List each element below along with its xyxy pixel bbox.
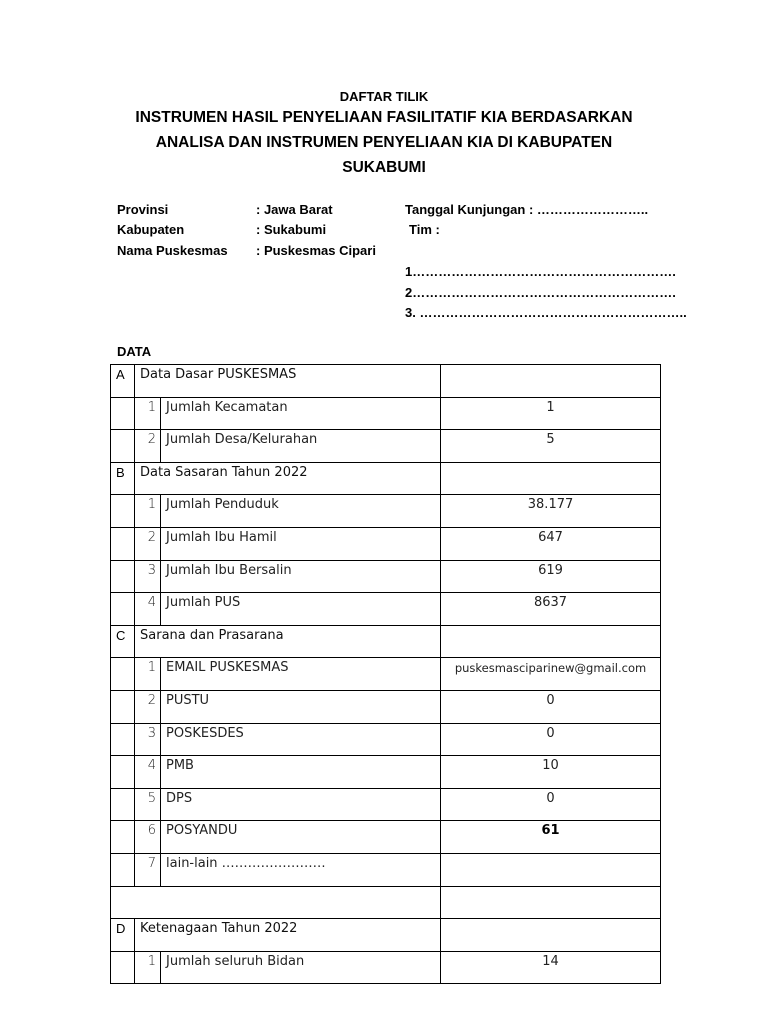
table-row xyxy=(111,821,661,854)
section-row-a xyxy=(111,365,661,398)
tim-label: Tim : xyxy=(409,222,440,237)
table-cell-empty xyxy=(111,723,135,756)
row-label: Jumlah Kecamatan xyxy=(161,397,441,430)
row-number: 2 xyxy=(135,527,161,560)
row-value: 0 xyxy=(441,788,661,821)
row-label: EMAIL PUSKESMAS xyxy=(161,658,441,691)
row-number: 4 xyxy=(135,593,161,626)
document-title-line-3: SUKABUMI xyxy=(342,159,426,176)
tim-line-2: 2……………………………………………………. xyxy=(405,285,676,300)
section-letter: B xyxy=(111,462,135,495)
row-value: 38.177 xyxy=(441,495,661,528)
row-label: Jumlah PUS xyxy=(161,593,441,626)
row-number: 3 xyxy=(135,560,161,593)
row-number: 2 xyxy=(135,690,161,723)
row-label: POSKESDES xyxy=(161,723,441,756)
table-cell-empty xyxy=(111,560,135,593)
table-cell-empty xyxy=(111,430,135,463)
table-cell-empty xyxy=(111,690,135,723)
table-row xyxy=(111,560,661,593)
table-cell-empty xyxy=(111,495,135,528)
section-row-c xyxy=(111,625,661,658)
row-label: PMB xyxy=(161,756,441,789)
table-row xyxy=(111,951,661,984)
email-value: puskesmasciparinew@gmail.com xyxy=(441,658,661,691)
row-value: 0 xyxy=(441,723,661,756)
table-row-blank xyxy=(111,886,661,919)
table-row xyxy=(111,593,661,626)
section-letter: C xyxy=(111,625,135,658)
row-number: 2 xyxy=(135,430,161,463)
row-label: Jumlah Ibu Bersalin xyxy=(161,560,441,593)
table-row xyxy=(111,658,661,691)
table-cell-empty xyxy=(111,593,135,626)
row-label: Jumlah Ibu Hamil xyxy=(161,527,441,560)
table-cell-value xyxy=(441,919,661,952)
row-number: 5 xyxy=(135,788,161,821)
table-cell-empty xyxy=(111,886,441,919)
puskesmas-value: : Puskesmas Cipari xyxy=(256,243,376,258)
row-value: 0 xyxy=(441,690,661,723)
row-label: PUSTU xyxy=(161,690,441,723)
table-cell-empty xyxy=(111,658,135,691)
row-value xyxy=(441,853,661,886)
table-cell-empty xyxy=(111,397,135,430)
document-title-line-2: ANALISA DAN INSTRUMEN PENYELIAAN KIA DI KABUPATEN xyxy=(155,134,613,151)
document-title-line-1: INSTRUMEN HASIL PENYELIAAN FASILITATIF KIA BERDASARKAN xyxy=(135,109,633,126)
table-row xyxy=(111,430,661,463)
row-label: DPS xyxy=(161,788,441,821)
kabupaten-value: : Sukabumi xyxy=(256,222,327,237)
data-heading: DATA xyxy=(117,344,152,359)
row-value: 647 xyxy=(441,527,661,560)
table-row xyxy=(111,853,661,886)
row-label: Jumlah Penduduk xyxy=(161,495,441,528)
table-row xyxy=(111,788,661,821)
form-pretitle: DAFTAR TILIK xyxy=(339,89,429,104)
section-row-b xyxy=(111,462,661,495)
section-title: Data Dasar PUSKESMAS xyxy=(135,365,441,398)
tanggal-kunjungan: Tanggal Kunjungan : …………………….. xyxy=(405,202,649,217)
row-number: 1 xyxy=(135,397,161,430)
row-value: 619 xyxy=(441,560,661,593)
table-cell-empty xyxy=(111,756,135,789)
table-cell-value xyxy=(441,625,661,658)
data-table xyxy=(110,364,661,984)
table-cell-empty xyxy=(111,788,135,821)
section-title: Ketenagaan Tahun 2022 xyxy=(135,919,441,952)
row-number: 6 xyxy=(135,821,161,854)
row-value: 5 xyxy=(441,430,661,463)
table-row xyxy=(111,723,661,756)
provinsi-value: : Jawa Barat xyxy=(256,202,333,217)
row-number: 1 xyxy=(135,658,161,691)
table-row xyxy=(111,527,661,560)
section-letter: A xyxy=(111,365,135,398)
section-letter: D xyxy=(111,919,135,952)
table-row xyxy=(111,756,661,789)
table-row xyxy=(111,690,661,723)
row-number: 3 xyxy=(135,723,161,756)
row-number: 7 xyxy=(135,853,161,886)
row-value: 10 xyxy=(441,756,661,789)
table-row xyxy=(111,397,661,430)
table-cell-empty xyxy=(111,951,135,984)
table-cell-value xyxy=(441,462,661,495)
kabupaten-label: Kabupaten xyxy=(117,222,185,237)
row-label: Jumlah seluruh Bidan xyxy=(161,951,441,984)
provinsi-label: Provinsi xyxy=(117,202,169,217)
table-cell-empty xyxy=(111,527,135,560)
row-label: Jumlah Desa/Kelurahan xyxy=(161,430,441,463)
row-value: 61 xyxy=(441,821,661,854)
table-cell-empty xyxy=(441,886,661,919)
puskesmas-label: Nama Puskesmas xyxy=(117,243,228,258)
table-cell-empty xyxy=(111,821,135,854)
section-title: Data Sasaran Tahun 2022 xyxy=(135,462,441,495)
tim-line-1: 1……………………………………………………. xyxy=(405,264,676,279)
table-cell-empty xyxy=(111,853,135,886)
table-row xyxy=(111,495,661,528)
row-value: 8637 xyxy=(441,593,661,626)
section-title: Sarana dan Prasarana xyxy=(135,625,441,658)
row-value: 1 xyxy=(441,397,661,430)
row-label: lain-lain …………………… xyxy=(161,853,441,886)
tim-line-3: 3. …………………………………………………….. xyxy=(405,305,687,320)
row-label: POSYANDU xyxy=(161,821,441,854)
row-number: 1 xyxy=(135,951,161,984)
row-number: 4 xyxy=(135,756,161,789)
row-number: 1 xyxy=(135,495,161,528)
section-row-d xyxy=(111,919,661,952)
row-value: 14 xyxy=(441,951,661,984)
table-cell-value xyxy=(441,365,661,398)
